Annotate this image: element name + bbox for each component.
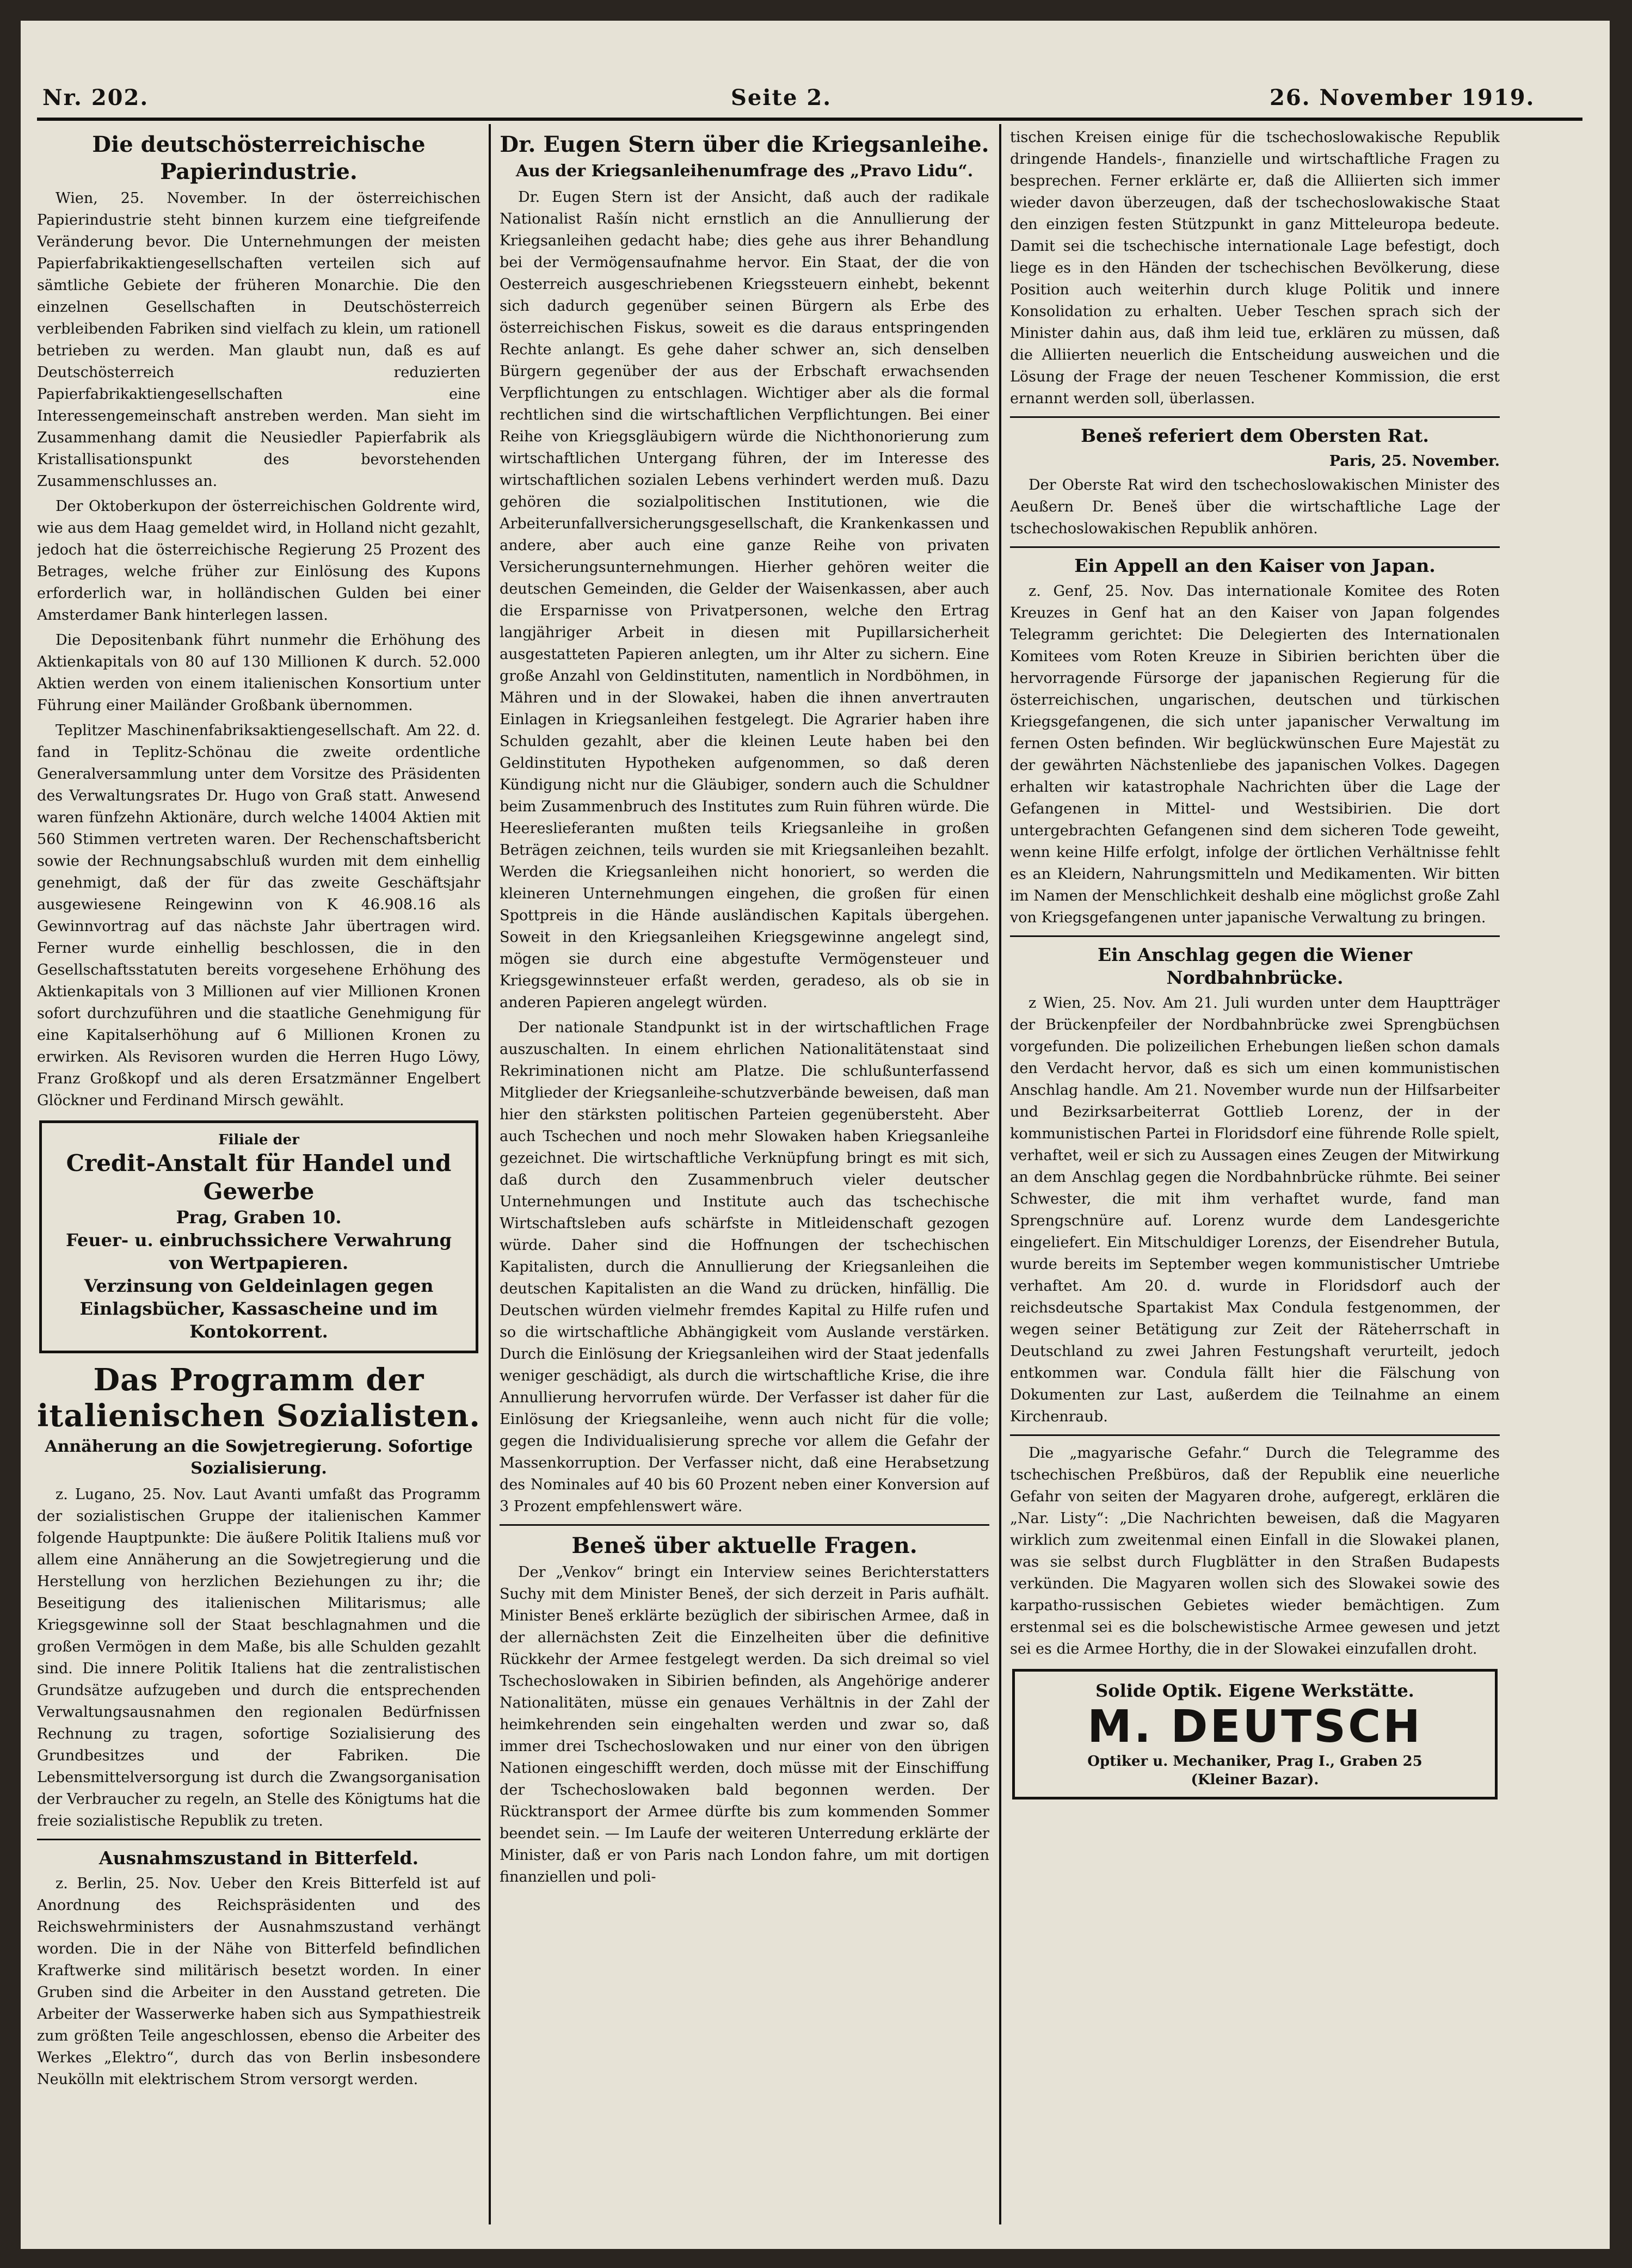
column-2 (500, 127, 989, 2238)
article-title: Ein Anschlag gegen die Wiener Nordbahnbrücke. (1097, 944, 1412, 988)
credit-anstalt-advertisement (39, 1120, 478, 1353)
article-paragraph: z. Berlin, 25. Nov. Ueber den Kreis Bitterfeld ist auf Anordnung des Reichspräsidenten und des Reichswehrministers der Ausnahmszustand verhängt worden. Die in der Nähe von Bitterfeld befindlichen Kraftwerke sind militärisch besetzt worden. In einer Gruben sind die Arbeiter in den Ausstand getreten. Die Arbeiter der Wasserwerke haben sich aus Sympathiestreik zum größten Teile angeschlossen, ebenso die Arbeiter des Werkes „Elektro“, durch das von Berlin insbesondere Neukölln mit elektrischem Strom versorgt werden. (37, 1875, 481, 2088)
article-separator (500, 1524, 989, 1526)
article-separator (37, 1839, 481, 1840)
article-subtitle: Aus der Kriegsanleihenumfrage des „Pravo Lidu“. (515, 162, 974, 181)
article-paragraph: z. Lugano, 25. Nov. Laut Avanti umfaßt das Programm der sozialistischen Gruppe der italienischen Kammer folgende Hauptpunkte: Die äußere Politik Italiens muß vor allem eine Annäherung an die Sowjetregierung und die Herstellung von herzlichen Beziehungen zu ihr; die Beseitigung des italienischen Militarismus; alle Kriegsgewinne soll der Staat beschlagnahmen und die großen Vermögen in dem Maße, bis alle Schulden gezahlt sind. Die innere Politik Italiens hat die zentralistischen Grundsätze aufzugeben und durch die entsprechenden Verwaltungsausnahmen den regionalen Bedürfnissen Rechnung zu tragen, sofortige Sozialisierung des Grundbesitzes und der Fabriken. Die Lebensmittelversorgung ist durch die Zwangsorganisation der Verbraucher zu regeln, an Stelle des Königtums hat die freie sozialistische Republik zu treten. (37, 1486, 481, 1829)
article-paragraph: z. Genf, 25. Nov. Das internationale Komitee des Roten Kreuzes in Genf hat an den Kaiser von Japan folgendes Telegramm gerichtet: Die Delegierten des Internationalen Komitees vom Roten Kreuze in Sibirien berichten über die hervorragende Fürsorge der japanischen Regierung für die österreichischen, ungarischen, deutschen und türkischen Kriegsgefangenen, die sich unter japanischer Verwaltung im fernen Osten befinden. Wir beglückwünschen Eure Majestät zu der gewährten Nächstenliebe des japanischen Volkes. Dagegen erhalten wir katastrophale Nachrichten über die Lage der Gefangenen in Mittel- und Westsibirien. Die dort untergebrachten Gefangenen sind dem sicheren Tode geweiht, wenn keine Hilfe erfolgt, infolge der örtlichen Verhältnisse fehlt es an Kleidern, Nahrungsmitteln und Medikamenten. Wir bitten im Namen der Menschlichkeit deshalb eine möglichst große Zahl von Kriegsgefangenen unter japanische Verwaltung zu bringen. (1010, 583, 1500, 926)
ad-company-name: M. DEUTSCH (1087, 1701, 1422, 1753)
column-rule-2 (999, 124, 1001, 2224)
dateline: Paris, 25. November. (1329, 453, 1500, 470)
optician-advertisement (1012, 1669, 1498, 1799)
ad-line: (Kleiner Bazar). (1191, 1772, 1319, 1788)
article-paragraph: Die „magyarische Gefahr.“ Durch die Telegramme des tschechischen Preßbüros, daß der Republik eine neuerliche Gefahr von seiten der Magyaren drohe, aufgeregt, erklären die „Nar. Listy“: „Die Nachrichten beweisen, daß die Magyaren wirklich zum zweitenmal einen Einfall in die Slowakei planen, was sie selbst durch Flugblätter in den Straßen Budapests verkünden. Die Magyaren wollen sich des Slowakei sowie des karpatho-russischen Gebietes wieder bemächtigen. Zum erstenmal sei es die bolschewistische Armee gewesen und jetzt sei es die Armee Horthy, die in der Slowakei einzufallen droht. (1010, 1445, 1500, 1657)
article-title: Beneš referiert dem Obersten Rat. (1081, 425, 1429, 446)
article-paragraph: Der Oberste Rat wird den tschechoslowakischen Minister des Aeußern Dr. Beneš über die wirtschaftliche Lage der tschechoslowakischen Republik anhören. (1010, 477, 1500, 537)
article-title: Ausnahmszustand in Bitterfeld. (98, 1847, 419, 1869)
ad-line: Feuer- u. einbruchssichere Verwahrung von Wertpapieren. (66, 1230, 452, 1273)
page-number: Seite 2. (731, 85, 832, 110)
article-paragraph: Der „Venkov“ bringt ein Interview seines Berichterstatters Suchy mit dem Minister Beneš, der sich derzeit in Paris aufhält. Minister Beneš erklärte bezüglich der sibirischen Armee, daß in der allernächsten Zeit die Einzelheiten über die definitive Rückkehr der Armee festgelegt werden. Da sich dreimal so viel Tschechoslowaken in Sibirien befinden, als Angehörige anderer Nationalitäten, müsse ein genaues Verhältnis in der Zahl der heimkehrenden sein eingehalten werden und zwar so, daß immer drei Tschechoslowaken und nur einer von den übrigen Nationen eingeschifft werden, doch müsse mit der Einschiffung der Tschechoslowaken bald begonnen werden. Der Rücktransport der Armee dürfte bis zum kommenden Sommer beendet sein. — Im Laufe der weiteren Unterredung erklärte der Minister, daß er von Paris nach London fahre, um mit dortigen finanziellen und poli- (500, 1564, 989, 1885)
article-subtitle: Annäherung an die Sowjetregierung. Sofortige Sozialisierung. (45, 1437, 473, 1478)
article-paragraph: z Wien, 25. Nov. Am 21. Juli wurden unter dem Hauptträger der Brückenpfeiler der Nordbahnbrücke zwei Sprengbüchsen vorgefunden. Die polizeilichen Erhebungen ließen schon damals den Verdacht hervor, daß es sich um einen kommunistischen Anschlag handle. Am 21. November wurde nun der Hilfsarbeiter und Bezirksarbeiterrat Gottlieb Lorenz, der in der kommunistischen Partei in Floridsdorf eine führende Rolle spielt, verhaftet, weil er sich zu Aussagen eines Zeugen der Mitwirkung an dem Anschlag gegen die Nordbahnbrücke rühmte. Bei seiner Schwester, die mit ihm verhaftet wurde, fand man Sprengschnüre auf. Lorenz wurde dem Landesgerichte eingeliefert. Ein Mitschuldiger Lorenzs, der Eisendreher Butula, wurde bereits im September wegen kommunistischer Umtriebe verhaftet. Am 20. d. wurde in Floridsdorf auch der reichsdeutsche Spartakist Max Condula festgenommen, der wegen seiner Betätigung zur Zeit der Räteherrschaft in Deutschland zu zwei Jahren Festungshaft verurteilt, jedoch entkommen war. Condula fällt hier die Fälschung von Dokumenten zur Last, außerdem die Teilnahme an einem Kirchenraub. (1010, 995, 1500, 1425)
column-3 (1010, 127, 1500, 2238)
ad-address: Prag, Graben 10. (176, 1207, 342, 1228)
article-paragraph: tischen Kreisen einige für die tschechoslowakische Republik dringende Handels-, finanzielle und wirtschaftliche Fragen zu besprechen. Ferner erklärte er, daß die Alliierten sich immer wieder davon überzeugen, daß der tschechoslowakische Staat den einzigen festen Stützpunkt in ganz Mitteleuropa bedeute. Damit sei die tschechische internationale Lage befestigt, doch liege es in den Händen der tschechischen Bevölkerung, diese Position auch weiterhin durch kluge Politik und innere Konsolidation zu erhalten. Ueber Teschen sprach sich der Minister dahin aus, daß ihm leid tue, erklären zu müssen, daß die Alliierten neuerlich die Entscheidung ausweichen und die Lösung der Frage der neuen Teschener Kommission, die erst ernannt werden soll, überlassen. (1010, 129, 1500, 407)
ad-address: Optiker u. Mechaniker, Prag I., Graben 25 (1087, 1753, 1422, 1770)
article-separator (1010, 1434, 1500, 1436)
column-rule-1 (489, 124, 491, 2224)
article-separator (1010, 546, 1500, 548)
article-paragraph: Die Depositenbank führt nunmehr die Erhöhung des Aktienkapitals von 80 auf 130 Millionen K durch. 52.000 Aktien werden von einem italienischen Konsortium unter Führung einer Mailänder Großbank übernommen. (37, 632, 481, 714)
header-rule (37, 118, 1582, 121)
article-title: Das Programm der italienischen Sozialisten. (37, 1362, 481, 1434)
article-title: Ein Appell an den Kaiser von Japan. (1074, 555, 1436, 576)
article-separator (1010, 935, 1500, 937)
ad-line: Solide Optik. Eigene Werkstätte. (1095, 1680, 1414, 1701)
newspaper-page (21, 21, 1610, 2249)
article-title: Dr. Eugen Stern über die Kriegsanleihe. (500, 132, 989, 157)
article-paragraph: Wien, 25. November. In der österreichischen Papierindustrie steht binnen kurzem eine tiefgreifende Veränderung bevor. Die Unternehmungen der meisten Papierfabrikaktiengesellschaften verteilen sich auf sämtliche Gebiete der früheren Monarchie. Die den einzelnen Gesellschaften in Deutschösterreich verbleibenden Fabriken sind vielfach zu klein, um rationell betrieben zu werden. Man glaubt nun, daß es auf Deutschösterreich reduzierten Papierfabrikaktiengesellschaften eine Interessengemeinschaft anstreben werden. Man sieht im Zusammenhang damit die Neusiedler Papierfabrik als Kristallisationspunkt des bevorstehenden Zusammenschlusses an. (37, 190, 481, 490)
article-separator (1010, 416, 1500, 418)
article-title: Die deutschösterreichische Papierindustrie. (92, 132, 426, 184)
column-1 (37, 127, 481, 2238)
ad-bank-name: Credit-Anstalt für Handel und Gewerbe (66, 1150, 452, 1205)
article-paragraph: Der nationale Standpunkt ist in der wirtschaftlichen Frage auszuschalten. In einem ehrlichen Nationalitätenstaat sind Rekriminationen nicht am Platze. Die schlußunterfassend Mitglieder der Kriegsanleihe-schutzverbände beweisen, daß man hier den stärksten politischen Parteien gegenübersteht. Aber auch Tschechen und noch mehr Slowaken haben Kriegsanleihe gezeichnet. Die wirtschaftliche Verknüpfung bringt es mit sich, daß durch den Zusammenbruch vieler deutscher Unternehmungen und Institute auch das tschechische Wirtschaftsleben aufs schärfste in Mitleidenschaft gezogen würde. Daher sind die Hoffnungen der tschechischen Kapitalisten, durch die Annullierung der Kriegsanleihen die deutschen Kapitalisten an die Wand zu drücken, hinfällig. Die Deutschen würden vielmehr fremdes Kapital zu Hilfe rufen und so die wirtschaftliche Abhängigkeit vom Auslande verstärken. Durch die Einlösung der Kriegsanleihen wird der Staat jedenfalls weniger geschädigt, als durch die wirtschaftliche Krise, die ihre Annullierung hervorrufen würde. Der Verfasser ist daher für die Einlösung der Kriegsanleihe, wenn auch nicht für die volle; gegen die Individualisierung spreche vor allem die Gefahr der Massenkorruption. Der Verfasser nicht, daß eine Herabsetzung des Nominales auf 40 bis 60 Prozent neben einer Konversion auf 3 Prozent empfehlenswert wäre. (500, 1019, 989, 1515)
article-paragraph: Der Oktoberkupon der österreichischen Goldrente wird, wie aus dem Haag gemeldet wird, in Holland nicht gezahlt, jedoch hat die österreichische Regierung 25 Prozent des Betrages, welche früher zur Einlösung des Kupons erforderlich war, in holländischen Gulden bei einer Amsterdamer Bank hinterlegen lassen. (37, 498, 481, 624)
article-paragraph: Dr. Eugen Stern ist der Ansicht, daß auch der radikale Nationalist Rašín nicht ernstlich an die Annullierung der Kriegsanleihen gedacht habe; dies gehe aus ihrer Behandlung bei der Vermögensaufnahme hervor. Ein Staat, der die von Oesterreich ausgeschriebenen Kriegssteuern einhebt, bekennt sich dadurch gegenüber seinen Bürgern als Erbe des österreichischen Fiskus, soweit es die daraus entspringenden Rechte anlangt. Es gehe daher schwer an, sich denselben Bürgern gegenüber der aus der Erbschaft erwachsenden Verpflichtungen zu entschlagen. Wichtiger aber als die formal rechtlichen sind die wirtschaftlichen Verpflichtungen. Bei einer Reihe von Kriegsgläubigern würde die Nichthonorierung zum wirtschaftlichen Untergang führen, der im Interesse des wirtschaftlichen sozialen Lebens verhindert werden muß. Dazu gehören die sozialpolitischen Institutionen, wie die Arbeiterunfallversicherungsgesellschaft, die Krankenkassen und andere, aber auch eine ganze Reihe von privaten Versicherungsunternehmungen. Hierher gehören weiter die deutschen Gemeinden, die Gelder der Waisenkassen, aber auch die Ersparnisse von Privatpersonen, welche den Ertrag langjähriger Arbeit in diesen mit Pupillarsicherheit ausgestatteten Papieren anlegten, um ihr Alter zu sichern. Eine große Anzahl von Geldinstituten, namentlich in Nordböhmen, in Mähren und in der Slowakei, haben die ihnen anvertrauten Einlagen in Kriegsanleihen festgelegt. Die Agrarier haben ihre Schulden gezahlt, aber die kleinen Leute haben bei den Geldinstituten Hypotheken aufgenommen, so daß deren Kündigung nicht nur die Gläubiger, sondern auch die Schuldner beim Zusammenbruch des Institutes zum Ruin führen würde. Die Heereslieferanten mußten teils Kriegsanleihe in großen Beträgen zeichnen, teils wurden sie mit Kriegsanleihen bezahlt. Werden die Kriegsanleihen nicht honoriert, so werden die kleineren Unternehmungen eingehen, die großen für einen Spottpreis in die Hände ausländischen Kapitals übergehen. Soweit in den Kriegsanleihen Kriegsgewinne angelegt sind, mögen sie durch eine abgestufte Vermögensteuer und Kriegsgewinnsteuer erfaßt werden, geradeso, als ob sie in anderen Papieren angelegt würden. (500, 189, 989, 1011)
ad-line: Filiale der (218, 1132, 299, 1148)
article-paragraph: Teplitzer Maschinenfabriksaktiengesellschaft. Am 22. d. fand in Teplitz-Schönau die zweite ordentliche Generalversammlung unter dem Vorsitze des Präsidenten des Verwaltungsrates Dr. Hugo von Graß statt. Anwesend waren fünfzehn Aktionäre, durch welche 14004 Aktien mit 560 Stimmen vertreten waren. Der Rechenschaftsbericht sowie der Rechnungsabschluß wurden mit dem einhellig genehmigt, daß der für das zweite Geschäftsjahr ausgewiesene Reingewinn von K 46.908.16 als Gewinnvortrag auf das nächste Jahr übertragen wird. Ferner wurde einhellig beschlossen, die in den Gesellschaftsstatuten bereits vorgesehene Erhöhung des Aktienkapitals von 3 Millionen auf vier Millionen Kronen sofort durchzuführen und die staatliche Genehmigung für eine Kapitalserhöhung auf 6 Millionen Kronen zu erwirken. Als Revisoren wurden die Herren Hugo Löwy, Franz Großkopf und als deren Ersatzmänner Engelbert Glöckner und Ferdinand Mirsch gewählt. (37, 722, 481, 1109)
article-title: Beneš über aktuelle Fragen. (571, 1533, 917, 1558)
ad-line: Verzinsung von Geldeinlagen gegen Einlagsbücher, Kassascheine und im Kontokorrent. (79, 1275, 438, 1342)
issue-number: Nr. 202. (42, 85, 149, 110)
issue-date: 26. November 1919. (1270, 85, 1535, 110)
